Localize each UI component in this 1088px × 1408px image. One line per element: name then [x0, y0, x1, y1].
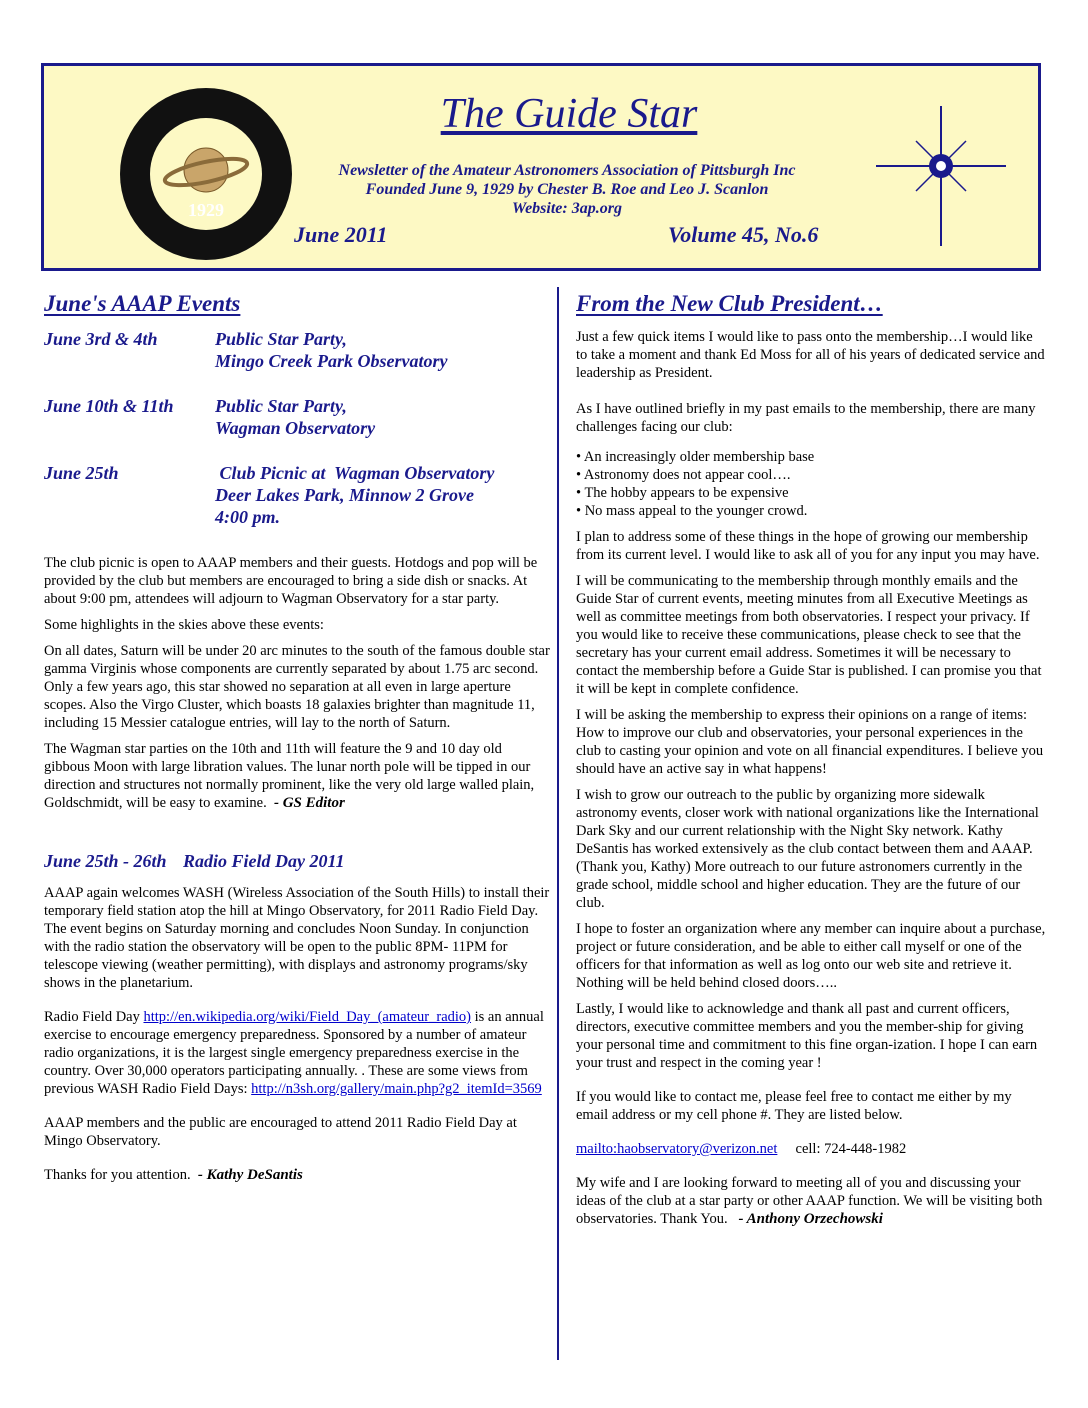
- list-item: • The hobby appears to be expensive: [576, 485, 789, 501]
- field-day-date: June 25th - 26th: [44, 851, 167, 871]
- gallery-link[interactable]: http://n3sh.org/gallery/main.php?g2_itemId=3569: [251, 1081, 542, 1097]
- field-day-title: Radio Field Day 2011: [183, 851, 345, 871]
- email-link[interactable]: mailto:haobservatory@verizon.net: [576, 1141, 778, 1157]
- president-p6: I wish to grow our outreach to the public by organizing more sidewalk astronomy events, closer work with national organizations like the International Dark Sky and our current relationship with the Night Sky network. Kathy DeSantis has worked extensively as the club contact between them and AAAP. (Thank you, Kathy) More outreach to our future astronomers currently in the grade school, middle school and higher education. They are the future of our club.: [576, 787, 1039, 911]
- list-item: • No mass appeal to the younger crowd.: [576, 503, 808, 519]
- issue-date: June 2011: [294, 222, 388, 247]
- president-heading: From the New Club President…: [576, 291, 883, 316]
- thanks-text: Thanks for you attention.: [44, 1167, 191, 1183]
- event-item: [44, 328, 550, 372]
- newsletter-title: The Guide Star: [440, 91, 698, 137]
- field-day-paragraph: AAAP again welcomes WASH (Wireless Association of the South Hills) to install their temporary field station atop the hill at Mingo Observatory, for 2011 Radio Field Day. The event begins on Saturday morning and concludes Noon Sunday. In conjunction with the radio station the observatory will be open to the public 8PM- 11PM for telescope viewing (weather permitting), with displays and astronomy programs/sky shows in the planetarium.: [44, 885, 550, 991]
- list-item: • An increasingly older membership base: [576, 449, 815, 465]
- kathy-signature: - Kathy DeSantis: [197, 1167, 303, 1183]
- moon-paragraph: [44, 740, 550, 812]
- wikipedia-link[interactable]: http://en.wikipedia.org/wiki/Field_Day_(amateur_radio): [143, 1009, 472, 1025]
- field-day-invite: AAAP members and the public are encouraged to attend 2011 Radio Field Day at Mingo Observatory.: [44, 1115, 517, 1149]
- events-heading: June's AAAP Events: [44, 291, 241, 316]
- field-day-info: [44, 1008, 550, 1098]
- field-day-info-start: Radio Field Day: [44, 1009, 144, 1025]
- column-divider: [557, 287, 559, 1360]
- field-day-heading: [44, 852, 550, 870]
- issue-volume: Volume 45, No.6: [668, 222, 819, 247]
- editor-signature: - GS Editor: [273, 795, 345, 811]
- president-p5: I will be asking the membership to express their opinions on a range of items: How to improve our club and observatories, your personal experiences in the club to casting your opinion and vote on all financial expenditures. I believe you should have an active say in what happens!: [576, 707, 1044, 777]
- event-line: Public Star Party,: [215, 396, 347, 416]
- subtitle-line: Newsletter of the Amateur Astronomers Association of Pittsburgh Inc: [338, 162, 796, 179]
- event-date: June 10th & 11th: [44, 396, 174, 416]
- president-p1: Just a few quick items I would like to pass onto the membership…I would like to take a moment and thank Ed Moss for all of his years of dedicated service and leadership as President.: [576, 329, 1045, 381]
- cell-phone: cell: 724-448-1982: [795, 1141, 907, 1157]
- president-p7: I hope to foster an organization where any member can inquire about a purchase, project or future consideration, and be able to either call myself or one of the officers for that information as well as log onto our web site and retrieve it. Nothing will be held behind closed doors…..: [576, 921, 1046, 991]
- picnic-paragraph: The club picnic is open to AAAP members and their guests. Hotdogs and pop will be provided by the club but members are encouraged to bring a side dish or snacks. At about 9:00 pm, attendees will adjourn to Wagman Observatory for a star party.: [44, 555, 538, 607]
- thanks-line: [44, 1166, 550, 1184]
- president-p8: Lastly, I would like to acknowledge and thank all past and current officers, directors, executive committee members and you the member-ship for giving your personal time and commitment to this fine organ-ization. I hope I can earn your trust and respect in the coming year !: [576, 1001, 1038, 1071]
- event-line: Club Picnic at Wagman Observatory: [215, 463, 495, 483]
- event-date: June 25th: [44, 463, 119, 483]
- president-column: [576, 290, 1046, 1236]
- event-line: Public Star Party,: [215, 329, 347, 349]
- saturn-paragraph: On all dates, Saturn will be under 20 arc minutes to the south of the famous double star gamma Virginis whose components are currently separated by about 1.75 arc second. Only a few years ago, this star showed no separation at all even in large aperture scopes. Also the Virgo Cluster, which boasts 18 galaxies brighter than magnitude 11, including 15 Messier catalogue entries, will lay to the north of Saturn.: [44, 643, 550, 731]
- website-line: Website: 3ap.org: [512, 200, 622, 217]
- event-item: [44, 395, 550, 439]
- list-item: • Astronomy does not appear cool….: [576, 467, 791, 483]
- guide-star-icon: [876, 106, 1006, 246]
- aaap-logo: [96, 84, 316, 264]
- event-date: June 3rd & 4th: [44, 329, 158, 349]
- field-day-info-rest: is an annual exercise to encourage emergency preparedness. Sponsored by a number of amateur radio organizations, it is the largest single emergency preparedness exercise in the country. Over 30,000 operators participating annually. . These are some views from previous WASH Radio Field Days:: [44, 1009, 544, 1097]
- closing-text: My wife and I are looking forward to meeting all of you and discussing your ideas of the club at a star party or other AAAP function. We will be visiting both observatories. Thank You.: [576, 1175, 1043, 1227]
- contact-line: [576, 1140, 1046, 1158]
- svg-text:1929: 1929: [188, 200, 224, 220]
- anthony-signature: - Anthony Orzechowski: [738, 1211, 883, 1227]
- challenges-list: [576, 448, 1046, 520]
- event-line: 4:00 pm.: [215, 507, 280, 527]
- moon-text: The Wagman star parties on the 10th and 11th will feature the 9 and 10 day old gibbous Moon with large libration values. The lunar north pole will be tipped in our direction and structures not normally prominent, like the very old large walled plain, Goldschmidt, will be easy to examine.: [44, 741, 535, 811]
- highlights-intro: Some highlights in the skies above these events:: [44, 617, 324, 633]
- event-line: Wagman Observatory: [215, 418, 376, 438]
- newsletter-subtitle: [292, 161, 842, 218]
- events-column: [44, 290, 550, 1192]
- subtitle-line: Founded June 9, 1929 by Chester B. Roe and Leo J. Scanlon: [365, 181, 769, 198]
- event-item: [44, 462, 550, 528]
- president-p4: I will be communicating to the membership through monthly emails and the Guide Star of current events, meeting minutes from all Executive Meetings as well as committee meetings from both observatories. I respect your privacy. If you would like to receive these communications, please check to see that the secretary has your current email address. Sometimes it will be necessary to contact the membership before a Guide Star is published. I can promise you that it will be kept in complete confidence.: [576, 573, 1042, 697]
- president-p9: If you would like to contact me, please feel free to contact me either by my email address or my cell phone #. They are listed below.: [576, 1089, 1012, 1123]
- event-line: Deer Lakes Park, Minnow 2 Grove: [215, 485, 474, 505]
- event-line: Mingo Creek Park Observatory: [215, 351, 448, 371]
- masthead: [41, 63, 1041, 271]
- president-p2: As I have outlined briefly in my past emails to the membership, there are many challenges facing our club:: [576, 401, 1036, 435]
- president-p10: [576, 1174, 1046, 1228]
- president-p3: I plan to address some of these things in the hope of growing our membership from its current level. I would like to ask all of you for any input you may have.: [576, 529, 1040, 563]
